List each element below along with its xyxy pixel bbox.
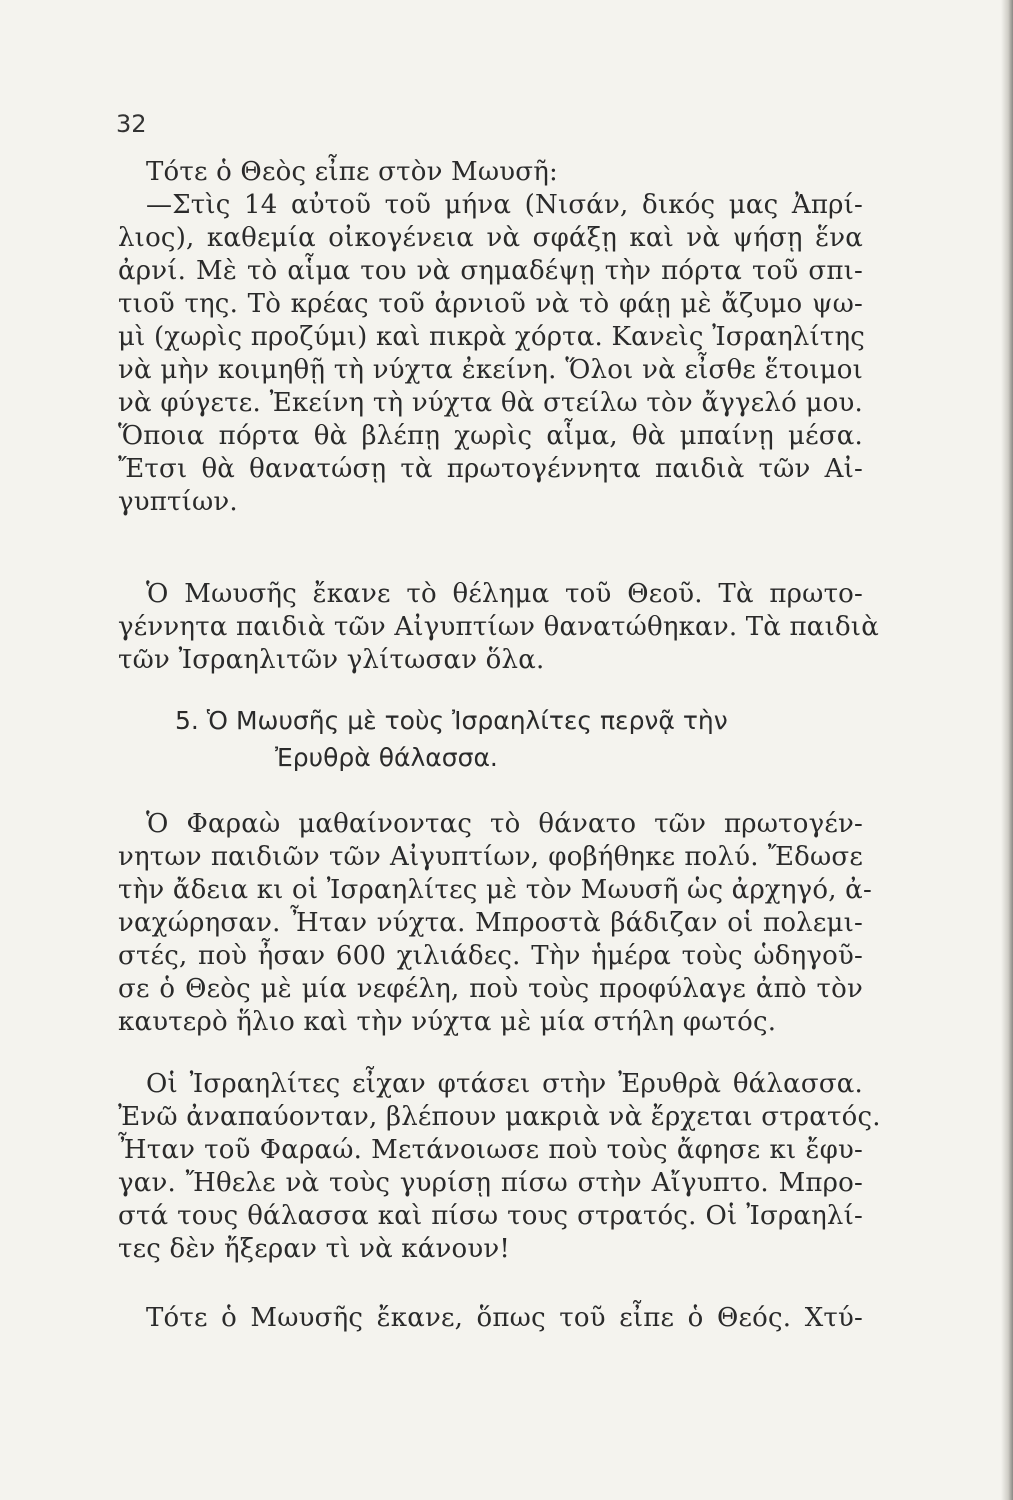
text-line: νὰ φύγετε. Ἐκείνη τὴ νύχτα θὰ στείλω τὸν ἄγγελό μου. bbox=[118, 388, 863, 418]
text-line: γέννητα παιδιὰ τῶν Αἰγυπτίων θανατώθηκαν. Τὰ παιδιὰ bbox=[118, 612, 879, 642]
paragraph-pharaoh bbox=[118, 808, 872, 1039]
text-line: γαν. Ἤθελε νὰ τοὺς γυρίσῃ πίσω στὴν Αἴγυπτο. Μπρο- bbox=[118, 1168, 863, 1198]
section-heading bbox=[175, 702, 835, 776]
heading-line-1: 5. Ὁ Μωυσῆς μὲ τοὺς Ἰσραηλίτες περνᾷ τὴν bbox=[175, 706, 728, 735]
paragraph-god-instructions bbox=[118, 156, 866, 519]
text-line: Ἐνῶ ἀναπαύονταν, βλέπουν μακριὰ νὰ ἔρχεται στρατός. bbox=[118, 1102, 881, 1132]
heading-line-2: Ἐρυθρὰ θάλασσα. bbox=[275, 743, 498, 772]
text-line: Ἦταν τοῦ Φαραώ. Μετάνοιωσε ποὺ τοὺς ἄφησε κι ἔφυ- bbox=[118, 1135, 863, 1165]
text-line: τες δὲν ἤξεραν τὶ νὰ κάνουν! bbox=[118, 1234, 511, 1264]
text-line: Οἱ Ἰσραηλίτες εἶχαν φτάσει στὴν Ἐρυθρὰ θάλασσα. bbox=[146, 1069, 863, 1099]
text-line: στά τους θάλασσα καὶ πίσω τους στρατός. Οἱ Ἰσραηλί- bbox=[118, 1201, 863, 1231]
paragraph-red-sea bbox=[118, 1068, 881, 1266]
text-line: ναχώρησαν. Ἦταν νύχτα. Μπροστὰ βάδιζαν οἱ πολεμι- bbox=[118, 908, 863, 938]
text-line: γυπτίων. bbox=[118, 487, 238, 517]
text-line: καυτερὸ ἥλιο καὶ τὴν νύχτα μὲ μία στήλη φωτός. bbox=[118, 1007, 777, 1037]
text-line: Ὁ Φαραὼ μαθαίνοντας τὸ θάνατο τῶν πρωτογέν- bbox=[146, 809, 863, 839]
paragraph-moses-obeys bbox=[118, 578, 879, 677]
text-line: νὰ μὴν κοιμηθῇ τὴ νύχτα ἐκείνη. Ὅλοι νὰ εἶσθε ἕτοιμοι bbox=[118, 355, 863, 385]
text-line: στές, ποὺ ἦσαν 600 χιλιάδες. Τὴν ἡμέρα τοὺς ὡδηγοῦ- bbox=[118, 941, 863, 971]
text-line: τὴν ἄδεια κι οἱ Ἰσραηλίτες μὲ τὸν Μωυσῆ ὡς ἀρχηγό, ἀ- bbox=[118, 875, 872, 905]
page-edge bbox=[1001, 0, 1013, 1500]
paragraph-moses-acts bbox=[118, 1302, 863, 1335]
text-line: Τότε ὁ Θεὸς εἶπε στὸν Μωυσῆ: bbox=[146, 157, 558, 187]
text-line: μὶ (χωρὶς προζύμι) καὶ πικρὰ χόρτα. Κανεὶς Ἰσραηλίτης bbox=[118, 322, 866, 352]
text-line: Ὅποια πόρτα θὰ βλέπῃ χωρὶς αἷμα, θὰ μπαίνῃ μέσα. bbox=[118, 421, 863, 451]
text-line: —Στὶς 14 αὐτοῦ τοῦ μήνα (Νισάν, δικός μας Ἀπρί- bbox=[146, 190, 863, 220]
text-line: λιος), καθεμία οἰκογένεια νὰ σφάξῃ καὶ νὰ ψήσῃ ἕνα bbox=[118, 223, 863, 253]
text-line: νητων παιδιῶν τῶν Αἰγυπτίων, φοβήθηκε πολύ. Ἔδωσε bbox=[118, 842, 863, 872]
page-number: 32 bbox=[116, 110, 147, 138]
text-line: Ἔτσι θὰ θανατώσῃ τὰ πρωτογέννητα παιδιὰ τῶν Αἰ- bbox=[118, 454, 863, 484]
text-line: τιοῦ της. Τὸ κρέας τοῦ ἀρνιοῦ νὰ τὸ φάῃ μὲ ἄζυμο ψω- bbox=[118, 289, 863, 319]
text-line: ἀρνί. Μὲ τὸ αἷμα του νὰ σημαδέψῃ τὴν πόρτα τοῦ σπι- bbox=[118, 256, 863, 286]
text-line: Τότε ὁ Μωυσῆς ἔκανε, ὅπως τοῦ εἶπε ὁ Θεός. Χτύ- bbox=[146, 1303, 863, 1333]
text-line: σε ὁ Θεὸς μὲ μία νεφέλη, ποὺ τοὺς προφύλαγε ἀπὸ τὸν bbox=[118, 974, 863, 1004]
text-line: τῶν Ἰσραηλιτῶν γλίτωσαν ὅλα. bbox=[118, 645, 545, 675]
text-line: Ὁ Μωυσῆς ἔκανε τὸ θέλημα τοῦ Θεοῦ. Τὰ πρωτο- bbox=[146, 579, 863, 609]
